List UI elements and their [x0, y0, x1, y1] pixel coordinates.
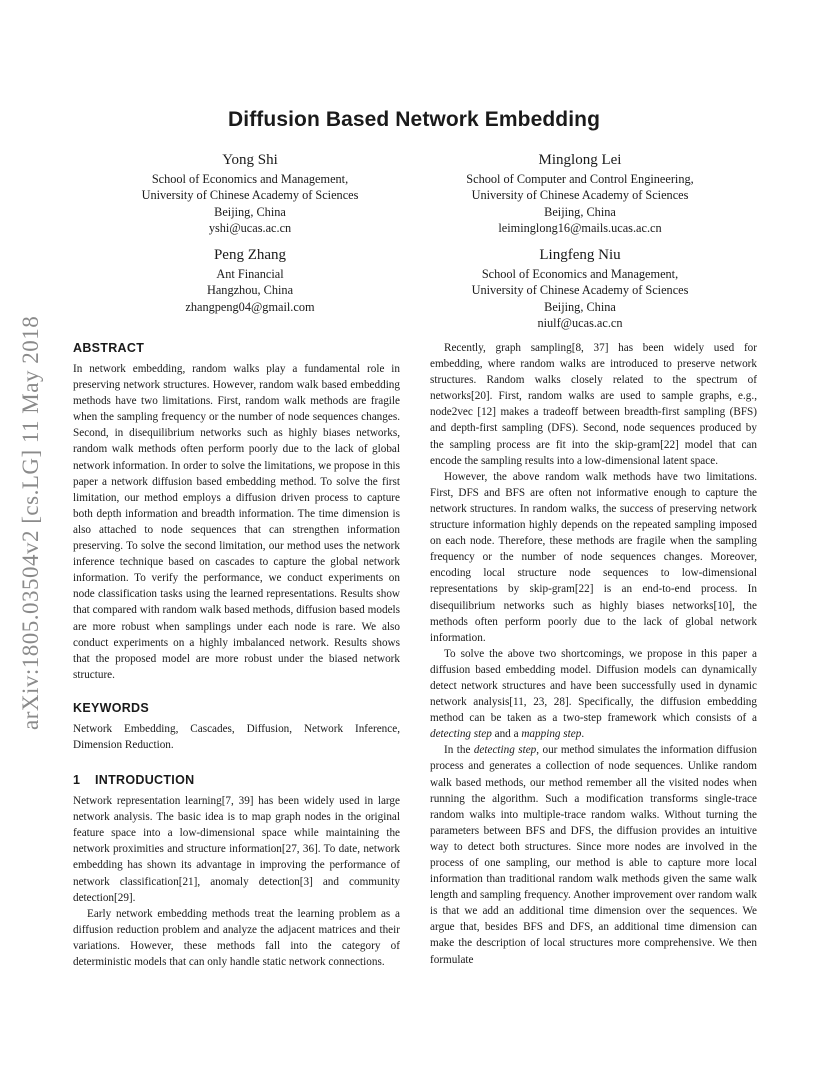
abstract-text: In network embedding, random walks play a fundamental role in preserving network structures. However, random walk based embedding methods have two limitations. First, random walk methods are fragile when the sampling frequency or the number of node sequences changes. Second, in disequilibrium networks such as highly biases networks, random walk methods often perform poorly due to the lack of global network information. In order to solve the limitations, we propose in this paper a network diffusion based embedding method. To solve the first limitation, our method employs a diffusion driven process to capture both depth information and breadth information. The time dimension is also attached to node sequences that can strengthen information preserving. To solve the second limitation, our method uses the network inference technique based on cascades to capture the global network information. To verify the performance, we conduct experiments on node classification tasks using the learned representations. Results show that compared with random walk based methods, diffusion based models are more robust when samplings under each node is rare. We also conduct experiments on a highly imbalanced network. Results shows that the proposed model are more robust under the biased network structure. — [73, 363, 400, 681]
author-block — [430, 150, 730, 236]
author-affiliation: University of Chinese Academy of Sciences — [141, 188, 359, 203]
author-name: Minglong Lei — [538, 152, 622, 168]
author-block — [100, 245, 400, 315]
author-affiliation: Ant Financial — [216, 267, 284, 281]
left-column — [73, 340, 400, 970]
body-paragraph: In the detecting step, our method simulates the information diffusion process and generates a collection of node sequences. Unlike random walk based methods, our method remember all the visited nodes when running the algorithm. Such a modification transforms single-trace random walks into multiple-trace random walks. Without turning the parameters between BFS and DFS, the diffusion provides an intuitive way to detect both structures. Since more nodes are involved in the process of one sampling, our method is able to capture more local information than traditional random walk methods given the same walk length and sampling frequency. Another improvement over random walk is that we add an additional time dimension over the sequences. We argue that, besides BFS and DFS, an additional time dimension can make the description of local structures more comprehensive. We then formulate — [430, 744, 757, 966]
keywords-text: Network Embedding, Cascades, Diffusion, Network Inference, Dimension Reduction. — [73, 722, 400, 751]
emphasis-term: mapping step — [521, 728, 582, 741]
intro-paragraph-2: Early network embedding methods treat the learning problem as a diffusion reduction problem and analyze the adjacent matrices and their variations. However, these methods fall into the category of deterministic models that can only handle static network connections. — [73, 907, 400, 968]
emphasis-term: detecting step — [473, 744, 537, 757]
author-name: Peng Zhang — [213, 247, 287, 263]
author-block — [430, 245, 730, 331]
author-location: Beijing, China — [214, 204, 286, 219]
section-number: 1 — [73, 773, 81, 788]
author-location: Hangzhou, China — [206, 283, 294, 298]
section-title: INTRODUCTION — [95, 773, 195, 788]
author-location: Beijing, China — [544, 204, 616, 219]
author-name: Yong Shi — [222, 152, 278, 168]
intro-paragraph-1: Network representation learning[7, 39] has been widely used in large network analysis. The basic idea is to map graph nodes in the original feature space into a low-dimensional space while maintaining the network proximities and structure information[27, 36]. To date, network embedding has shown its advantage in improving the performance of network classification[21], anomaly detection[3] and community detection[29]. — [73, 795, 400, 904]
author-affiliation: School of Economics and Management, — [481, 267, 679, 281]
abstract-heading: ABSTRACT — [73, 341, 145, 355]
author-email: niulf@ucas.ac.cn — [537, 315, 623, 330]
author-affiliation: University of Chinese Academy of Sciences — [471, 188, 689, 203]
right-column — [430, 340, 757, 968]
body-paragraph: However, the above random walk methods have two limitations. First, DFS and BFS are often not informative enough to capture the network structures. In random walks, the success of preserving network structure information highly depends on the repeated sampling imposed on each node. Therefore, these methods are fragile when the sampling frequency or the number of node sequences changes. Moreover, encoding local structure node sequences to low-dimensional representations by skip-gram[22] is an end-to-end process. In disequilibrium networks such as highly biases networks[10], the methods often perform poorly due to the lack of global network information. — [430, 470, 757, 644]
author-affiliation: School of Economics and Management, — [151, 172, 349, 186]
author-affiliation: University of Chinese Academy of Sciences — [471, 283, 689, 298]
author-block — [100, 150, 400, 236]
section-heading-introduction — [73, 772, 400, 788]
arxiv-stamp: arXiv:1805.03504v2 [cs.LG] 11 May 2018 — [18, 315, 43, 730]
author-affiliation: School of Computer and Control Engineering, — [466, 172, 694, 186]
paper-title: Diffusion Based Network Embedding — [228, 108, 600, 131]
author-email: leiminglong16@mails.ucas.ac.cn — [498, 220, 662, 235]
body-paragraph: Recently, graph sampling[8, 37] has been widely used for embedding, where random walks are introduced to preserve network structures. Random walks closely related to the spectrum of networks[20]. First, random walks are used to sample graphs, e.g., node2vec [12] makes a tradeoff between breadth-first sampling (BFS) and depth-first sampling (DFS). Second, node sequences produced by the sampling process are fit into the skip-gram[22] model that can encode the sampling results into a low-dimensional latent space. — [430, 342, 757, 467]
author-name: Lingfeng Niu — [539, 247, 621, 263]
keywords-heading: KEYWORDS — [73, 700, 150, 715]
author-email: yshi@ucas.ac.cn — [208, 220, 292, 235]
emphasis-term: detecting step — [430, 728, 492, 741]
body-paragraph: To solve the above two shortcomings, we propose in this paper a diffusion based embedding model. Diffusion models can dynamically detect network structures and have been successfully used in dynamic network analysis[11, 23, 28]. Specifically, the diffusion embedding method can be taken as a two-step framework which consists of a detecting step and a mapping step. — [430, 647, 757, 741]
author-location: Beijing, China — [544, 299, 616, 314]
author-email: zhangpeng04@gmail.com — [185, 299, 315, 314]
